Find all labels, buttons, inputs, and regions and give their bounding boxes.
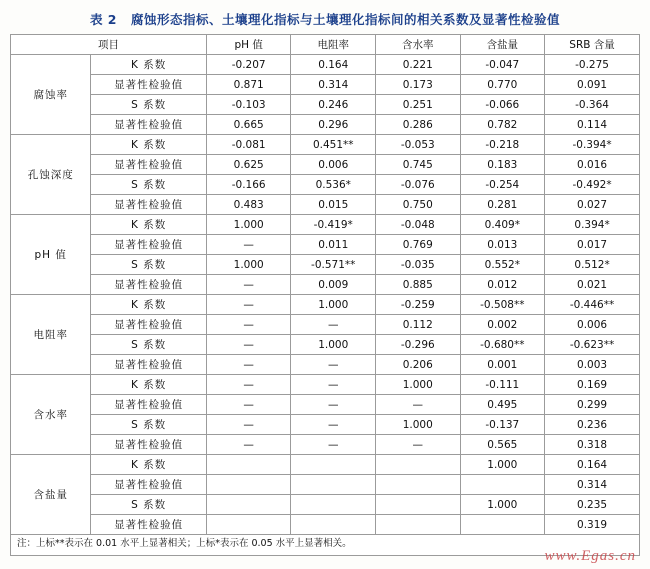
- table-cell: -0.571**: [291, 255, 376, 275]
- table-cell: 0.885: [376, 275, 461, 295]
- table-number: 表 2: [89, 12, 118, 27]
- table-cell: —: [291, 395, 376, 415]
- table-cell: 0.021: [545, 275, 640, 295]
- table-cell: -0.419*: [291, 215, 376, 235]
- table-cell: 0.512*: [545, 255, 640, 275]
- table-header: [11, 35, 640, 55]
- header-cell-resistivity: 电阻率: [291, 35, 376, 55]
- table-cell: —: [206, 315, 291, 335]
- row-label: S 系数: [91, 335, 206, 355]
- table-cell: [291, 515, 376, 535]
- table-cell: 0.013: [460, 235, 545, 255]
- table-cell: 1.000: [460, 455, 545, 475]
- table-cell: -0.166: [206, 175, 291, 195]
- table-cell: -0.296: [376, 335, 461, 355]
- table-row: [11, 335, 640, 355]
- table-cell: 0.114: [545, 115, 640, 135]
- table-cell: -0.623**: [545, 335, 640, 355]
- table-cell: 1.000: [206, 215, 291, 235]
- table-cell: 1.000: [206, 255, 291, 275]
- table-cell: 0.299: [545, 395, 640, 415]
- table-cell: 0.770: [460, 75, 545, 95]
- table-cell: 0.017: [545, 235, 640, 255]
- table-row: [11, 155, 640, 175]
- row-label: 显著性检验值: [91, 515, 206, 535]
- table-cell: -0.076: [376, 175, 461, 195]
- table-row: [11, 515, 640, 535]
- table-cell: [376, 475, 461, 495]
- row-label: 显著性检验值: [91, 315, 206, 335]
- table-cell: —: [206, 335, 291, 355]
- row-label: K 系数: [91, 295, 206, 315]
- table-cell: —: [206, 415, 291, 435]
- table-cell: [376, 495, 461, 515]
- table-row: [11, 375, 640, 395]
- table-cell: -0.053: [376, 135, 461, 155]
- table-cell: 1.000: [376, 375, 461, 395]
- row-label: 显著性检验值: [91, 355, 206, 375]
- table-row: [11, 195, 640, 215]
- table-cell: -0.066: [460, 95, 545, 115]
- table-cell: 0.006: [545, 315, 640, 335]
- table-cell: -0.047: [460, 55, 545, 75]
- table-cell: -0.492*: [545, 175, 640, 195]
- table-cell: -0.508**: [460, 295, 545, 315]
- table-row: [11, 75, 640, 95]
- row-group-label: 电阻率: [11, 295, 91, 375]
- row-label: 显著性检验值: [91, 75, 206, 95]
- table-cell: —: [206, 295, 291, 315]
- table-cell: 0.286: [376, 115, 461, 135]
- table-cell: [206, 495, 291, 515]
- table-cell: —: [206, 235, 291, 255]
- table-cell: 0.871: [206, 75, 291, 95]
- table-cell: 0.394*: [545, 215, 640, 235]
- table-cell: 0.246: [291, 95, 376, 115]
- watermark: www.Egas.cn: [544, 548, 636, 564]
- row-label: 显著性检验值: [91, 155, 206, 175]
- table-cell: —: [206, 275, 291, 295]
- table-cell: [206, 475, 291, 495]
- table-cell: 0.665: [206, 115, 291, 135]
- table-cell: —: [376, 395, 461, 415]
- table-cell: [291, 475, 376, 495]
- table-cell: 0.012: [460, 275, 545, 295]
- table-cell: 0.027: [545, 195, 640, 215]
- row-label: 显著性检验值: [91, 235, 206, 255]
- row-label: 显著性检验值: [91, 275, 206, 295]
- table-cell: 0.483: [206, 195, 291, 215]
- table-cell: 0.625: [206, 155, 291, 175]
- table-cell: 0.319: [545, 515, 640, 535]
- table-row: [11, 275, 640, 295]
- table-cell: -0.259: [376, 295, 461, 315]
- table-cell: 1.000: [376, 415, 461, 435]
- row-group-label: 含水率: [11, 375, 91, 455]
- table-cell: —: [206, 435, 291, 455]
- table-cell: 0.001: [460, 355, 545, 375]
- table-cell: 0.221: [376, 55, 461, 75]
- table-row: [11, 175, 640, 195]
- table-cell: [206, 515, 291, 535]
- table-cell: 0.769: [376, 235, 461, 255]
- table-cell: 1.000: [291, 295, 376, 315]
- table-cell: 0.318: [545, 435, 640, 455]
- table-cell: [460, 475, 545, 495]
- table-row: [11, 135, 640, 155]
- table-row: [11, 235, 640, 255]
- table-cell: 0.745: [376, 155, 461, 175]
- table-cell: -0.394*: [545, 135, 640, 155]
- table-cell: 0.164: [291, 55, 376, 75]
- table-cell: 0.015: [291, 195, 376, 215]
- table-cell: [291, 495, 376, 515]
- table-row: [11, 315, 640, 335]
- table-row: [11, 215, 640, 235]
- table-cell: 0.173: [376, 75, 461, 95]
- table-cell: 0.206: [376, 355, 461, 375]
- table-body: [11, 55, 640, 535]
- table-cell: -0.081: [206, 135, 291, 155]
- table-cell: 0.296: [291, 115, 376, 135]
- table-row: [11, 95, 640, 115]
- table-row: [11, 295, 640, 315]
- table-cell: -0.364: [545, 95, 640, 115]
- table-cell: 0.236: [545, 415, 640, 435]
- row-label: 显著性检验值: [91, 395, 206, 415]
- row-group-label: 含盐量: [11, 455, 91, 535]
- table-cell: —: [291, 415, 376, 435]
- row-label: S 系数: [91, 175, 206, 195]
- row-label: K 系数: [91, 135, 206, 155]
- table-cell: [206, 455, 291, 475]
- table-cell: 1.000: [291, 335, 376, 355]
- table-cell: 0.011: [291, 235, 376, 255]
- table-cell: -0.103: [206, 95, 291, 115]
- row-label: K 系数: [91, 455, 206, 475]
- table-cell: 0.164: [545, 455, 640, 475]
- table-cell: -0.207: [206, 55, 291, 75]
- table-row: [11, 395, 640, 415]
- row-label: S 系数: [91, 415, 206, 435]
- table-cell: -0.254: [460, 175, 545, 195]
- table-cell: —: [206, 395, 291, 415]
- table-cell: [376, 515, 461, 535]
- table-cell: 1.000: [460, 495, 545, 515]
- table-cell: -0.680**: [460, 335, 545, 355]
- table-cell: [376, 455, 461, 475]
- table-cell: -0.446**: [545, 295, 640, 315]
- table-row: [11, 495, 640, 515]
- correlation-table: [10, 34, 640, 535]
- table-row: [11, 415, 640, 435]
- table-cell: 0.003: [545, 355, 640, 375]
- table-row: [11, 355, 640, 375]
- table-cell: -0.035: [376, 255, 461, 275]
- table-cell: 0.409*: [460, 215, 545, 235]
- table-cell: [291, 455, 376, 475]
- table-cell: 0.782: [460, 115, 545, 135]
- table-cell: -0.275: [545, 55, 640, 75]
- row-label: K 系数: [91, 375, 206, 395]
- row-label: S 系数: [91, 255, 206, 275]
- table-cell: 0.235: [545, 495, 640, 515]
- table-cell: -0.111: [460, 375, 545, 395]
- row-group-label: 孔蚀深度: [11, 135, 91, 215]
- table-cell: 0.016: [545, 155, 640, 175]
- table-row: [11, 55, 640, 75]
- table-cell: 0.750: [376, 195, 461, 215]
- table-cell: -0.137: [460, 415, 545, 435]
- header-cell-ph: pH 值: [206, 35, 291, 55]
- table-cell: 0.314: [545, 475, 640, 495]
- table-title: [10, 6, 640, 34]
- table-cell: 0.002: [460, 315, 545, 335]
- table-cell: —: [376, 435, 461, 455]
- row-group-label: pH 值: [11, 215, 91, 295]
- table-cell: 0.314: [291, 75, 376, 95]
- table-cell: -0.048: [376, 215, 461, 235]
- header-cell-moisture: 含水率: [376, 35, 461, 55]
- header-cell-srb: SRB 含量: [545, 35, 640, 55]
- table-cell: 0.536*: [291, 175, 376, 195]
- row-label: 显著性检验值: [91, 475, 206, 495]
- table-row: [11, 115, 640, 135]
- table-cell: —: [206, 375, 291, 395]
- row-label: 显著性检验值: [91, 435, 206, 455]
- header-cell-item: 项目: [11, 35, 207, 55]
- table-cell: 0.281: [460, 195, 545, 215]
- table-title-text: 腐蚀形态指标、土壤理化指标与土壤理化指标间的相关系数及显著性检验值: [131, 12, 561, 27]
- table-cell: 0.495: [460, 395, 545, 415]
- table-cell: 0.183: [460, 155, 545, 175]
- row-label: K 系数: [91, 55, 206, 75]
- header-row: [11, 35, 640, 55]
- table-cell: 0.112: [376, 315, 461, 335]
- table-cell: 0.009: [291, 275, 376, 295]
- table-row: [11, 255, 640, 275]
- row-group-label: 腐蚀率: [11, 55, 91, 135]
- table-cell: [460, 515, 545, 535]
- row-label: 显著性检验值: [91, 115, 206, 135]
- row-label: S 系数: [91, 495, 206, 515]
- header-cell-salinity: 含盐量: [460, 35, 545, 55]
- table-cell: 0.552*: [460, 255, 545, 275]
- row-label: 显著性检验值: [91, 195, 206, 215]
- table-cell: 0.006: [291, 155, 376, 175]
- table-cell: —: [291, 355, 376, 375]
- table-cell: —: [291, 435, 376, 455]
- table-cell: 0.251: [376, 95, 461, 115]
- table-note: 注：上标**表示在 0.01 水平上显著相关；上标*表示在 0.05 水平上显著相关。: [10, 535, 640, 556]
- row-label: K 系数: [91, 215, 206, 235]
- table-cell: —: [206, 355, 291, 375]
- table-row: [11, 455, 640, 475]
- table-cell: -0.218: [460, 135, 545, 155]
- table-cell: 0.169: [545, 375, 640, 395]
- table-cell: 0.091: [545, 75, 640, 95]
- table-cell: —: [291, 315, 376, 335]
- table-cell: —: [291, 375, 376, 395]
- table-cell: 0.451**: [291, 135, 376, 155]
- table-cell: 0.565: [460, 435, 545, 455]
- table-row: [11, 475, 640, 495]
- row-label: S 系数: [91, 95, 206, 115]
- table-row: [11, 435, 640, 455]
